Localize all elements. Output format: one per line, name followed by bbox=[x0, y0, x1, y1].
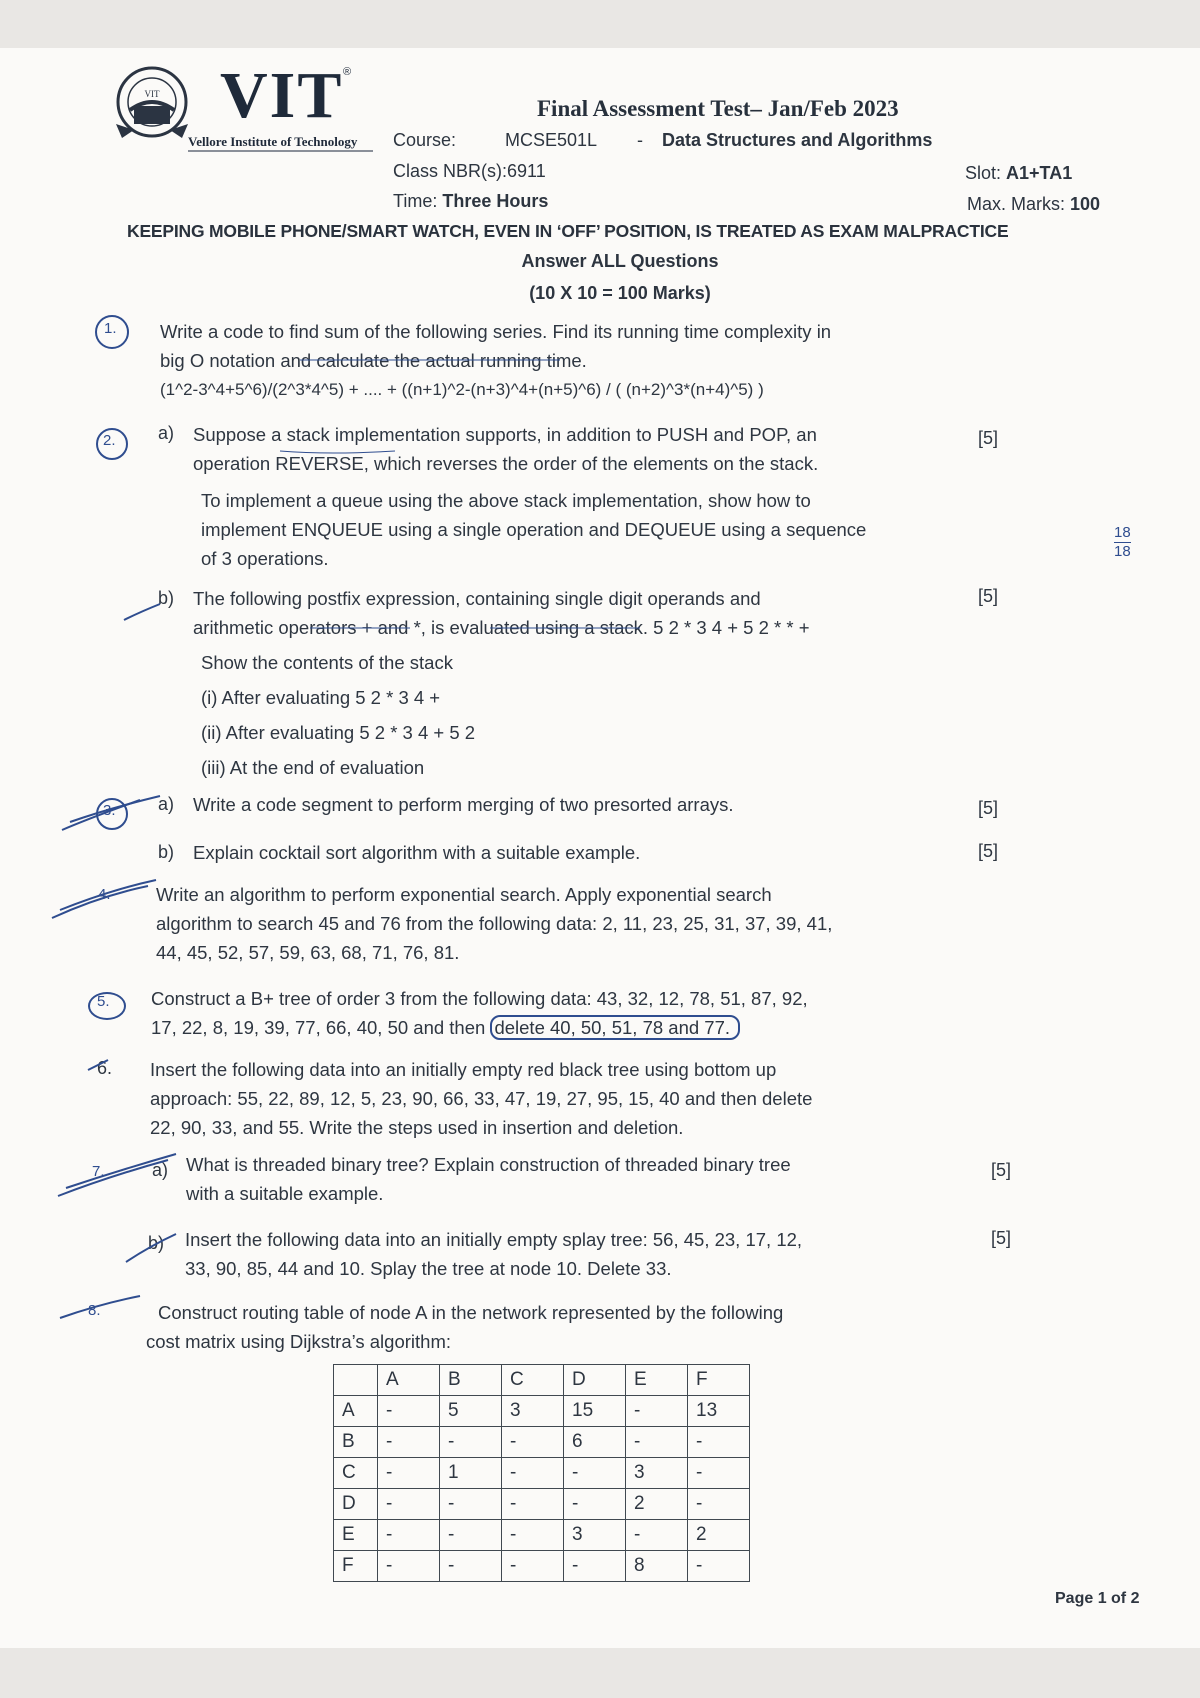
cost-matrix-cell: - bbox=[564, 1551, 626, 1582]
cost-matrix-cell: 15 bbox=[564, 1396, 626, 1427]
cost-matrix-cell: 13 bbox=[688, 1396, 750, 1427]
cost-matrix-cell: - bbox=[440, 1520, 502, 1551]
cost-matrix-cell: 5 bbox=[440, 1396, 502, 1427]
cost-matrix-cell: - bbox=[688, 1489, 750, 1520]
q7b-marks: [5] bbox=[991, 1228, 1012, 1248]
cost-matrix-cell: - bbox=[378, 1489, 440, 1520]
slot-value: A1+TA1 bbox=[1006, 163, 1073, 183]
cost-matrix-cell: - bbox=[688, 1458, 750, 1489]
q3b-label: b) bbox=[158, 842, 175, 862]
cost-matrix-cell: - bbox=[502, 1427, 564, 1458]
q7b-text: Insert the following data into an initially empty splay tree: 56, 45, 23, 17, 12, 33, 90, 85, 44 and 10. Splay the tree at node 10. Delete 33. bbox=[185, 1229, 803, 1279]
cost-matrix-cell: B bbox=[334, 1427, 378, 1458]
marks-label: Max. Marks: bbox=[967, 194, 1071, 214]
marks-breakdown: (10 X 10 = 100 Marks) bbox=[529, 283, 711, 303]
q5-text: Construct a B+ tree of order 3 from the following data: 43, 32, 12, 78, 51, 87, 92, 17, 22, 8, 19, 39, 77, 66, 40, 50 and then delete 40, 50, 51, 78 and 77. bbox=[151, 988, 808, 1038]
registered-mark: ® bbox=[343, 66, 352, 78]
q2a-label: a) bbox=[158, 423, 175, 443]
cost-matrix-cell: 3 bbox=[502, 1396, 564, 1427]
q7a-text: What is threaded binary tree? Explain construction of threaded binary tree with a suitable example. bbox=[186, 1154, 791, 1204]
q2a-text: Suppose a stack implementation supports, in addition to PUSH and POP, an operation REVERSE, which reverses the order of the elements on the stack. To implement a queue using the above stack implementation, show how to implement ENQUEUE using a single operation and DEQUEUE using a sequence of 3 operations. bbox=[193, 424, 867, 569]
q3b-text: Explain cocktail sort algorithm with a suitable example. bbox=[193, 842, 641, 863]
cost-matrix-cell: - bbox=[564, 1458, 626, 1489]
cost-matrix-cell: E bbox=[334, 1520, 378, 1551]
exam-title: Final Assessment Test– Jan/Feb 2023 bbox=[537, 96, 899, 121]
cost-matrix-cell: - bbox=[378, 1396, 440, 1427]
course-separator: - bbox=[637, 130, 643, 150]
time-value: Three Hours bbox=[442, 191, 549, 211]
q8-number: 8. bbox=[88, 1302, 101, 1319]
cost-matrix-cell: - bbox=[378, 1427, 440, 1458]
cost-matrix-header-cell: E bbox=[626, 1365, 688, 1396]
cost-matrix-header-cell: A bbox=[378, 1365, 440, 1396]
q4-text: Write an algorithm to perform exponential search. Apply exponential search algorithm to search 45 and 76 from the following data: 2, 11, 23, 25, 31, 37, 39, 41, 44, 45, 52, 57, 59, 63, 68, 71, 76, 81. bbox=[156, 884, 833, 963]
margin-score-note: 18 18 bbox=[1114, 524, 1131, 560]
class-nbr: Class NBR(s):6911 bbox=[393, 161, 546, 181]
q7-number: 7. bbox=[92, 1163, 105, 1180]
page-number: Page 1 of 2 bbox=[1055, 1590, 1140, 1607]
q7a-label: a) bbox=[152, 1160, 169, 1180]
q3b-marks: [5] bbox=[978, 841, 999, 861]
answer-all-instruction: Answer ALL Questions bbox=[521, 251, 719, 271]
q3a-label: a) bbox=[158, 794, 175, 814]
slot-label: Slot: bbox=[965, 163, 1007, 183]
cost-matrix-cell: 6 bbox=[564, 1427, 626, 1458]
course-label: Course: bbox=[393, 130, 457, 150]
q5-delete-highlight: delete 40, 50, 51, 78 and 77. bbox=[490, 1015, 740, 1040]
q2b-label: b) bbox=[158, 588, 175, 608]
q8-text: Construct routing table of node A in the network represented by the following cost matrix using Dijkstra’s algorithm: bbox=[146, 1302, 784, 1352]
cost-matrix-header-cell: F bbox=[688, 1365, 750, 1396]
cost-matrix-header-cell: C bbox=[502, 1365, 564, 1396]
q7a-marks: [5] bbox=[991, 1160, 1012, 1180]
q2a-marks: [5] bbox=[978, 428, 999, 448]
institute-name: Vellore Institute of Technology bbox=[188, 134, 358, 149]
cost-matrix-header-cell: B bbox=[440, 1365, 502, 1396]
q2b-text: The following postfix expression, containing single digit operands and arithmetic operators + and *, is evaluated using a stack. 5 2 * 3 4 + 5 2 * * + Show the contents of the stack (i) After evaluating 5 2 * 3 4 + (ii) After evaluating 5 2 * 3 4 + 5 2 (iii) At the end of evaluation bbox=[193, 588, 810, 778]
cost-matrix-cell: 8 bbox=[626, 1551, 688, 1582]
cost-matrix-cell: F bbox=[334, 1551, 378, 1582]
cost-matrix-cell: - bbox=[502, 1551, 564, 1582]
cost-matrix-cell: - bbox=[564, 1489, 626, 1520]
cost-matrix-cell: 3 bbox=[564, 1520, 626, 1551]
cost-matrix-cell: - bbox=[440, 1489, 502, 1520]
q6-text: Insert the following data into an initially empty red black tree using bottom up approach: 55, 22, 89, 12, 5, 23, 90, 66, 33, 47, 19, 27, 95, 15, 40 and then delete 22, 90, 33, and 55. Write the steps used in insertion and deletion. bbox=[150, 1059, 813, 1138]
cost-matrix-cell: - bbox=[688, 1427, 750, 1458]
svg-text:VIT: VIT bbox=[144, 89, 160, 99]
q2-number: 2. bbox=[103, 432, 116, 449]
course-name: Data Structures and Algorithms bbox=[662, 130, 933, 150]
cost-matrix-cell: 2 bbox=[688, 1520, 750, 1551]
q1-text: Write a code to find sum of the following series. Find its running time complexity in big O notation and calculate the actual running time. (1^2-3^4+5^6)/(2^3*4^5) + .... + ((n+1)^2-(n+3)^4+(n+5)^6) / ( (n+2)^3*(n+4)^5) ) bbox=[160, 317, 831, 404]
cost-matrix-cell: 2 bbox=[626, 1489, 688, 1520]
q3a-marks: [5] bbox=[978, 798, 999, 818]
q1-number: 1. bbox=[104, 320, 117, 337]
cost-matrix-cell: C bbox=[334, 1458, 378, 1489]
q2b-marks: [5] bbox=[978, 586, 999, 606]
cost-matrix-cell: - bbox=[626, 1396, 688, 1427]
vit-wordmark: VIT bbox=[220, 59, 344, 132]
q6-number: 6. bbox=[97, 1058, 113, 1078]
cost-matrix-cell: - bbox=[378, 1551, 440, 1582]
cost-matrix-header-cell: D bbox=[564, 1365, 626, 1396]
cost-matrix-cell: A bbox=[334, 1396, 378, 1427]
q3-number: 3. bbox=[103, 802, 116, 819]
cost-matrix-cell: D bbox=[334, 1489, 378, 1520]
marks-value: 100 bbox=[1070, 194, 1101, 214]
cost-matrix-cell: - bbox=[626, 1520, 688, 1551]
q1-series: (1^2-3^4+5^6)/(2^3*4^5) + .... + ((n+1)^2-(n+3)^4+(n+5)^6) / ( (n+2)^3*(n+4)^5) ) bbox=[160, 380, 764, 399]
q5-number: 5. bbox=[97, 993, 110, 1010]
course-code: MCSE501L bbox=[505, 130, 598, 150]
cost-matrix-cell: - bbox=[502, 1458, 564, 1489]
cost-matrix-cell: - bbox=[440, 1427, 502, 1458]
cost-matrix-cell: - bbox=[502, 1520, 564, 1551]
cost-matrix-cell: 1 bbox=[440, 1458, 502, 1489]
cost-matrix-cell: - bbox=[378, 1520, 440, 1551]
q4-number: 4. bbox=[98, 886, 111, 903]
cost-matrix-cell: - bbox=[502, 1489, 564, 1520]
q7b-label: b) bbox=[148, 1233, 165, 1253]
cost-matrix-cell: - bbox=[378, 1458, 440, 1489]
cost-matrix-cell: - bbox=[440, 1551, 502, 1582]
time-label: Time: bbox=[393, 191, 443, 211]
cost-matrix-cell: 3 bbox=[626, 1458, 688, 1489]
q3a-text: Write a code segment to perform merging of two presorted arrays. bbox=[193, 794, 734, 815]
cost-matrix-cell: - bbox=[688, 1551, 750, 1582]
malpractice-warning: KEEPING MOBILE PHONE/SMART WATCH, EVEN IN ‘OFF’ POSITION, IS TREATED AS EXAM MALPRACTICE bbox=[127, 221, 1009, 241]
cost-matrix-cell: - bbox=[626, 1427, 688, 1458]
